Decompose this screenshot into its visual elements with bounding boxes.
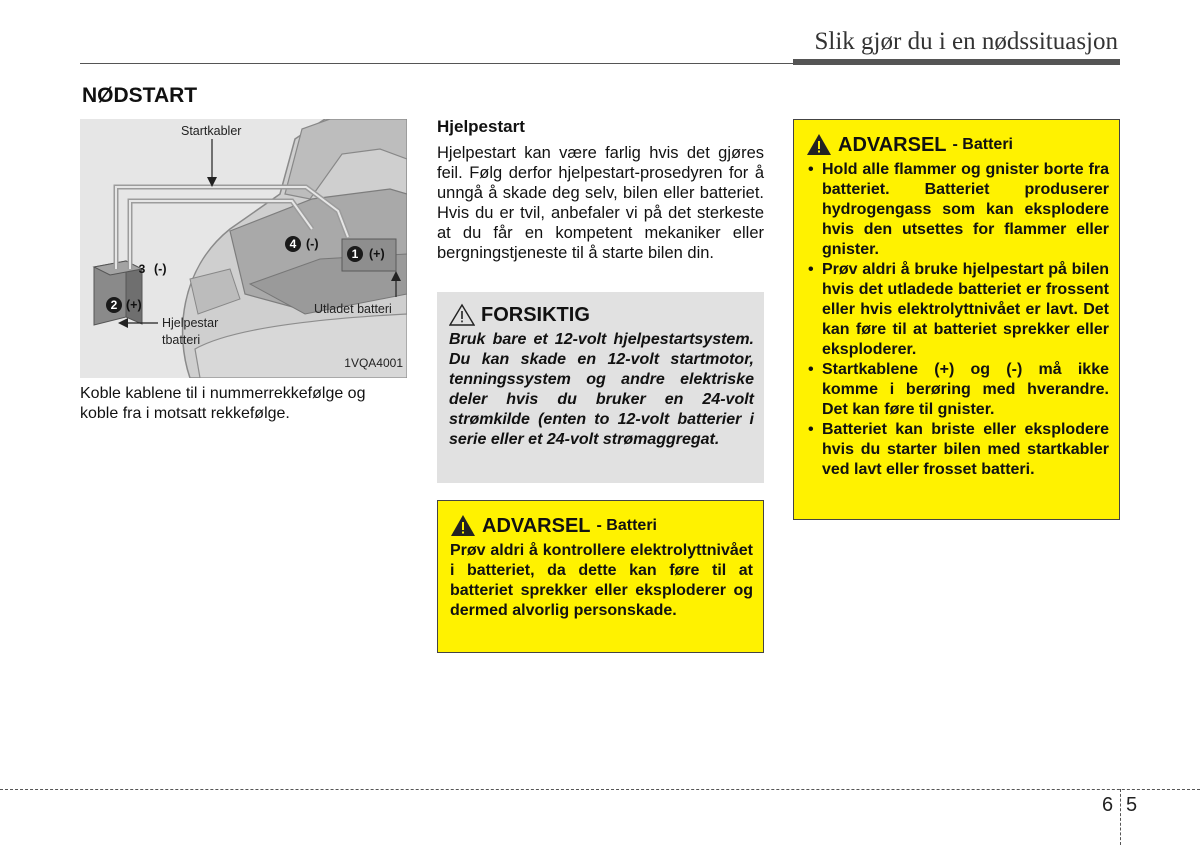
helper-battery-label-line1: Hjelpestar bbox=[162, 316, 219, 330]
jumpstart-heading: Hjelpestart bbox=[437, 117, 525, 136]
list-item: • Startkablene (+) og (-) må ikke komme i berøring med hverandre. Det kan føre til gnister. bbox=[808, 361, 1109, 418]
step-1-badge: 1 bbox=[347, 246, 363, 262]
warning-1-title: ADVARSEL bbox=[482, 514, 591, 537]
caution-title: FORSIKTIG bbox=[481, 303, 590, 326]
step-2-sign: (+) bbox=[126, 298, 142, 312]
warning-box-battery bbox=[793, 119, 1120, 520]
section-title: NØDSTART bbox=[82, 84, 198, 107]
list-item: • Batteriet kan briste eller eksplodere hvis du starter bilen med startkabler ved lavt eller frosset batteri. bbox=[808, 421, 1109, 478]
warning-2-subtitle: - Batteri bbox=[952, 136, 1013, 153]
step-2-badge: 2 bbox=[106, 297, 122, 313]
step-4-badge: 4 bbox=[285, 236, 301, 252]
caution-box bbox=[437, 292, 764, 483]
warning-box-electrolyte bbox=[437, 500, 764, 653]
jump-start-illustration bbox=[80, 119, 407, 378]
step-3-badge: 3 bbox=[138, 262, 146, 276]
cables-label: Startkabler bbox=[181, 124, 242, 138]
footer-divider bbox=[1120, 789, 1121, 845]
figure-caption: Koble kablene til i nummerrekkefølge og koble fra i motsatt rekkefølge. bbox=[80, 385, 366, 422]
helper-battery-label-line2: tbatteri bbox=[162, 333, 201, 347]
caution-text: Bruk bare et 12-volt hjelpestartsystem. Du kan skade en 12-volt startmotor, tenningssystem og andre elektriske deler hvis du bruker en 24-volt strømkilde (enten to 12-volt batterier i serie eller et 24-volt strømaggregat. bbox=[449, 331, 754, 448]
jumpstart-text: Hjelpestart kan være farlig hvis det gjøres feil. Følg derfor hjelpestart-prosedyren for å unngå å skade deg selv, bilen eller batteriet. Hvis du er tvil, anbefaler vi på det sterkeste at du får en kompetent mekaniker eller bergningstjeneste til å starte bilen din. bbox=[437, 144, 764, 262]
warning-1-subtitle: - Batteri bbox=[596, 517, 657, 534]
step-1-sign: (+) bbox=[369, 247, 385, 261]
list-item: • Prøv aldri å bruke hjelpestart på bilen hvis det utladede batteriet er frossent eller hvis elektrolyttnivået er lavt. Det kan føre til at batteriet sprekker eller eksploderer. bbox=[808, 261, 1109, 358]
warning-2-title: ADVARSEL bbox=[838, 133, 947, 156]
figure-code: 1VQA4001 bbox=[344, 356, 403, 370]
warning-triangle-icon bbox=[806, 133, 832, 157]
caution-triangle-icon bbox=[449, 303, 475, 327]
footer-rule bbox=[0, 789, 1200, 790]
step-3-sign: (-) bbox=[154, 262, 167, 276]
header-rule-thick bbox=[793, 59, 1120, 65]
step-4-sign: (-) bbox=[306, 237, 319, 251]
warning-1-text: Prøv aldri å kontrollere elektrolyttnivået i batteriet, da dette kan føre til at batteriet sprekker eller eksploderer og dermed alvorlig personskade. bbox=[450, 542, 753, 619]
warning-triangle-icon bbox=[450, 514, 476, 538]
chapter-number: 6 bbox=[1102, 794, 1114, 816]
page-number: 5 bbox=[1126, 794, 1138, 816]
discharged-battery-label: Utladet batteri bbox=[314, 302, 392, 316]
warning-2-list bbox=[806, 160, 1109, 480]
list-item: • Hold alle flammer og gnister borte fra batteriet. Batteriet produserer hydrogengass som kan eksplodere hvis den utsettes for flammer eller gnister. bbox=[808, 161, 1109, 258]
chapter-title: Slik gjør du i en nødssituasjon bbox=[814, 28, 1118, 55]
